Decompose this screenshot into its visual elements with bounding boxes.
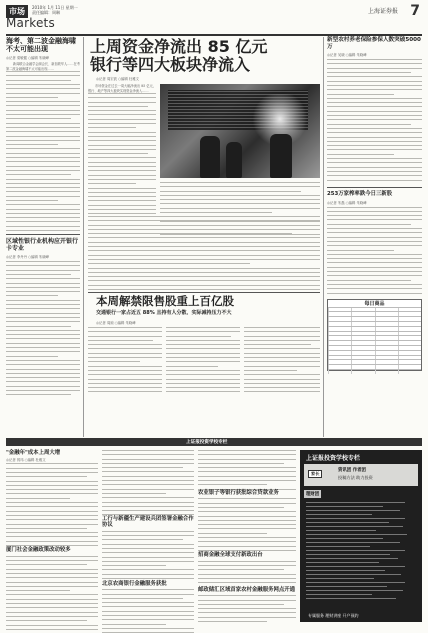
left-headline: 海考、第二波金融海啸不太可能出现 bbox=[6, 37, 76, 54]
ad-band bbox=[6, 438, 422, 446]
ad-listing bbox=[306, 502, 416, 610]
bottom-headline-6: 招商金融全球支付新政出台 bbox=[198, 552, 263, 559]
story2-byline: ◎记者 周琼 ○编辑 朱晓峰 bbox=[96, 321, 136, 325]
ad-panel-sub: 资讯团 作者团 bbox=[338, 468, 366, 473]
ad-banner bbox=[304, 464, 418, 486]
trading-floor-photo bbox=[160, 84, 320, 178]
bottom-byline-1: ◎记者 郭玮 ○编辑 杜雅文 bbox=[6, 458, 46, 463]
column-divider-right bbox=[323, 37, 324, 437]
ad-band-label: 上证报投资学校专栏 bbox=[186, 440, 228, 445]
bottom-headline-4: 北京农商银行金融服务获批 bbox=[102, 580, 167, 587]
left-body-text bbox=[6, 71, 80, 231]
ad-tag: 家长 bbox=[308, 470, 322, 478]
right-byline: ◎记者 吴晓 ○编辑 朱晓峰 bbox=[327, 53, 367, 58]
left-body-text-2 bbox=[6, 261, 80, 397]
right-headline-2: 253万家榨率跌今日三新股 bbox=[327, 191, 393, 198]
ad-footer: 专属服务 理财讲座 开户预约 bbox=[308, 613, 359, 618]
left-byline-2: ◎记者 李丹丹 ○编辑 朱晓峰 bbox=[6, 255, 50, 260]
ad-panel-title: 上证报投资学校专栏 bbox=[306, 455, 361, 462]
bottom-headline-7: 邮政储汇区域首家农村金融服务网点开通 bbox=[198, 586, 296, 593]
bottom-headline-3: 工行与新疆生产建设兵团签署金融合作协议 bbox=[102, 516, 194, 529]
investment-school-ad bbox=[300, 450, 422, 622]
left-lead: 新闻联合金融学会副会长、新加坡华人……在考第二波金融海啸不太可能出现…… bbox=[6, 62, 80, 71]
right-byline-2: ◎记者 朱磊 ○编辑 朱晓峰 bbox=[327, 200, 367, 205]
section-label: 市场 bbox=[6, 5, 28, 18]
story2-body-col1 bbox=[88, 327, 162, 395]
table-title: 每日商品 bbox=[364, 300, 385, 307]
editor-line: 责任编辑：周琳 bbox=[32, 10, 60, 15]
main-headline bbox=[90, 38, 320, 74]
ad-tab: 理财团 bbox=[306, 492, 320, 497]
bottom-headline-1: "金融年"成本上周大增 bbox=[6, 450, 61, 456]
right-column bbox=[327, 37, 422, 371]
newspaper-name: 上海证券报 bbox=[367, 8, 398, 15]
commodity-table bbox=[327, 299, 422, 371]
story2-body-col2 bbox=[166, 327, 240, 395]
main-lead: 市场资金在过去一周大幅净流出 85 亿元，银行、地产等四大板块实现资金净流入…… bbox=[88, 84, 156, 93]
main-byline: ◎记者 周宏波 ○编辑 杜雅文 bbox=[96, 77, 140, 81]
bottom-headline-2: 厦门社会金融政策改动较多 bbox=[6, 547, 71, 554]
main-body-col1 bbox=[88, 84, 156, 215]
ad-panel-sub2: 投稿方法 助力投资 bbox=[338, 475, 373, 480]
left-column bbox=[6, 37, 80, 397]
story2-headline: 本周解禁限售股重上百亿股 bbox=[96, 294, 234, 308]
left-byline: ◎记者 梁敏健 ○编辑 朱晓峰 bbox=[6, 56, 50, 61]
bottom-col3 bbox=[198, 450, 296, 623]
left-subhead: 区域性银行业机构应开银行卡专业 bbox=[6, 238, 79, 253]
main-headline-line1: 上周资金净流出 85 亿元 bbox=[90, 37, 268, 56]
right-body-text bbox=[327, 59, 422, 184]
page-number: 7 bbox=[410, 3, 420, 19]
bottom-headline-5: 农业银子等银行获批综合贷款业务 bbox=[198, 490, 279, 496]
bottom-col2 bbox=[102, 450, 194, 633]
story2-body-col3 bbox=[244, 327, 320, 395]
story2-deck: 交通银行一家占近五 88% 且持有人分散、实际减持压力不大 bbox=[96, 310, 232, 316]
bottom-col1 bbox=[6, 450, 98, 632]
masthead-rule bbox=[6, 34, 422, 36]
column-divider-left bbox=[83, 37, 84, 437]
main-body-lower bbox=[88, 216, 320, 290]
main-headline-line2: 银行等四大板块净流入 bbox=[90, 55, 251, 74]
section-english-title: Markets bbox=[6, 16, 55, 30]
right-headline: 新型农村养老保险参保人数突破5000万 bbox=[327, 37, 421, 50]
right-body-text-2 bbox=[327, 207, 422, 295]
date-line: 2010年 1月 11日 星期一 bbox=[32, 5, 78, 10]
